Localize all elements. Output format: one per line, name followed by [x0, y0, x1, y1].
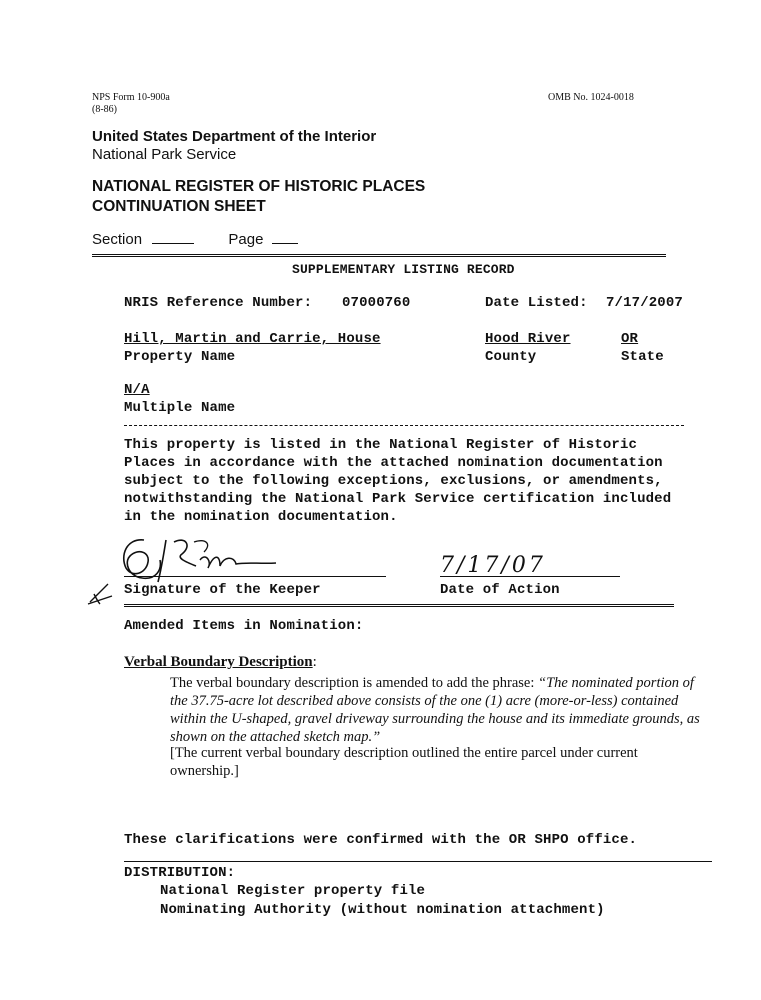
date-line	[440, 576, 620, 577]
distribution-item: National Register property file	[160, 883, 426, 899]
record-title: SUPPLEMENTARY LISTING RECORD	[292, 262, 515, 277]
keeper-signature	[116, 532, 296, 588]
page-label: Page	[228, 231, 264, 248]
verbal-boundary-intro: The verbal boundary description is amended to add the phrase:	[170, 675, 539, 691]
nris-label: NRIS Reference Number:	[124, 295, 313, 311]
date-listed-value: 7/17/2007	[606, 295, 683, 311]
verbal-boundary-colon: :	[312, 654, 317, 670]
property-name-value: Hill, Martin and Carrie, House	[124, 331, 381, 347]
handwritten-mark	[86, 582, 114, 606]
county-label: County	[485, 349, 537, 365]
distribution-rule	[124, 861, 712, 862]
multiple-name-label: Multiple Name	[124, 400, 236, 416]
omb-number: OMB No. 1024-0018	[548, 92, 634, 103]
page-subtitle: CONTINUATION SHEET	[92, 198, 266, 215]
handwritten-action-date: 7/17/07	[440, 553, 546, 578]
verbal-boundary-note: [The current verbal boundary description outlined the entire parcel under current ownership.]	[170, 745, 638, 779]
dashed-divider	[124, 425, 684, 426]
signature-line	[124, 576, 386, 577]
page-title: NATIONAL REGISTER OF HISTORIC PLACES	[92, 178, 426, 195]
page-blank	[272, 242, 298, 244]
form-id: NPS Form 10-900a	[92, 92, 170, 103]
date-listed-label: Date Listed:	[485, 295, 588, 311]
keeper-signature-label: Signature of the Keeper	[124, 582, 321, 598]
verbal-boundary-heading	[124, 654, 317, 671]
listing-statement: This property is listed in the National Register of Historic Places in accordance with the attached nomination documentation subject to the following exceptions, exclusions, or amendments, notwithstanding the National Park Service certification included in the nomination documentation.	[124, 437, 672, 525]
distribution-item: Nominating Authority (without nomination attachment)	[160, 902, 605, 918]
section-field	[92, 231, 298, 248]
distribution-heading: DISTRIBUTION:	[124, 865, 236, 881]
section-label: Section	[92, 231, 143, 248]
signature-rule	[124, 604, 674, 607]
confirmation-text: These clarifications were confirmed with the OR SHPO office.	[124, 832, 638, 848]
date-of-action-label: Date of Action	[440, 582, 560, 598]
section-blank	[152, 242, 194, 244]
verbal-boundary-heading-text: Verbal Boundary Description	[124, 654, 313, 670]
nris-number: 07000760	[342, 295, 411, 311]
state-value: OR	[621, 331, 639, 347]
verbal-boundary-quote: “The nominated portion of the 37.75-acre lot described above consists of the one (1) acre (more-or-less) contained within the U-shaped, gravel driveway surrounding the house and its immediate grounds, as shown on the attached sketch map.”	[170, 675, 700, 745]
multiple-name-value: N/A	[124, 382, 150, 398]
property-name-label: Property Name	[124, 349, 236, 365]
county-value: Hood River	[485, 331, 571, 347]
verbal-boundary-text	[170, 674, 710, 746]
amended-items-label: Amended Items in Nomination:	[124, 618, 364, 634]
header-rule	[92, 254, 666, 257]
department-name: United States Department of the Interior	[92, 128, 377, 145]
form-revision: (8-86)	[92, 104, 117, 115]
service-name: National Park Service	[92, 146, 237, 163]
state-label: State	[621, 349, 664, 365]
